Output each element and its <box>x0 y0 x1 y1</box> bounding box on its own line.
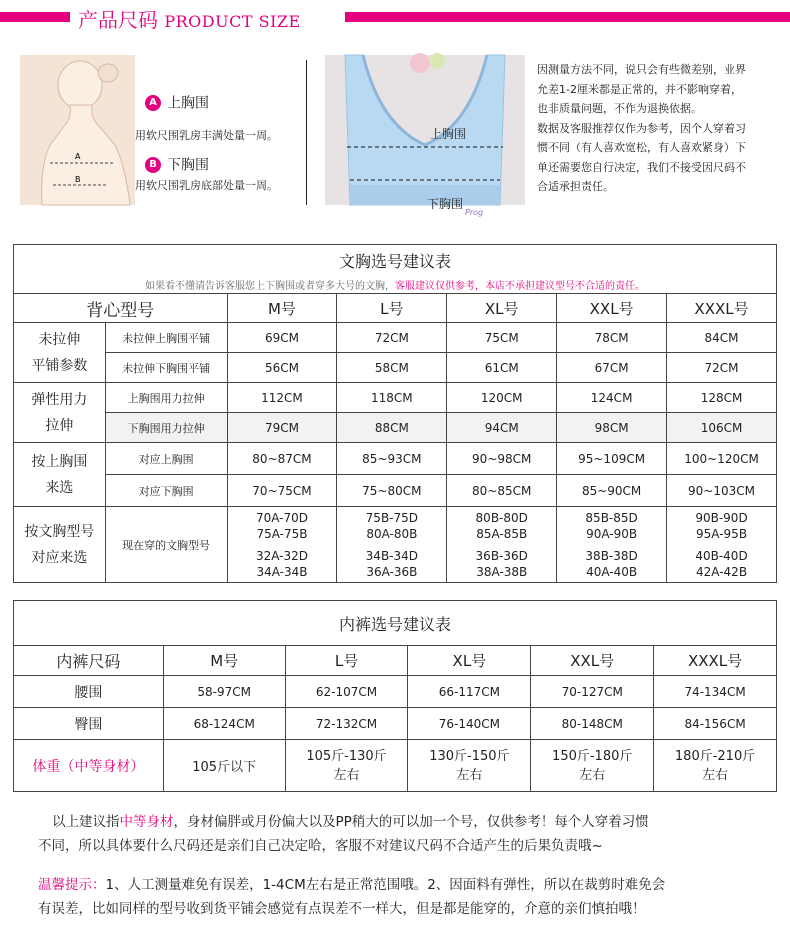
table-cell: 68-124CM <box>163 708 285 740</box>
weight-line: 左右 <box>456 767 483 783</box>
table-cell: 70~75CM <box>227 475 337 507</box>
body-figure-image <box>20 55 135 205</box>
row-label: 对应上胸围 <box>105 443 227 475</box>
weight-line: 左右 <box>333 767 360 783</box>
badge-b: B <box>145 157 161 173</box>
cup-size: 95A-95B <box>696 526 748 541</box>
table-cell: 67CM <box>557 353 667 383</box>
table-cell <box>408 740 531 792</box>
cup-size: 75A-75B <box>256 526 308 541</box>
cup-size: 70A-70D <box>255 510 308 525</box>
note-line: 惯不同（有人喜欢宽松，有人喜欢紧身）下 <box>537 141 746 154</box>
cup-size: 34B-34D <box>365 548 419 563</box>
note-line: 因测量方法不同，说只会有些微差别，业界 <box>537 63 746 76</box>
row-label: 臀围 <box>14 708 164 740</box>
table-cell: 80~87CM <box>227 443 337 475</box>
table-cell <box>447 507 557 583</box>
row-label: 腰围 <box>14 676 164 708</box>
bra-head-label: 背心型号 <box>14 294 228 323</box>
table-cell: 98CM <box>557 413 667 443</box>
group-line: 拉伸 <box>45 417 74 434</box>
group-line: 平铺参数 <box>31 357 88 374</box>
table-cell: 84-156CM <box>654 708 777 740</box>
table-cell: 90~98CM <box>447 443 557 475</box>
table-cell: 58-97CM <box>163 676 285 708</box>
table-cell: 85~90CM <box>557 475 667 507</box>
footer-text: 有误差，比如同样的型号收到货平铺会感觉有点误差不一样大，但是都是能穿的，介意的亲们慎拍哦！ <box>38 901 646 917</box>
note-line: 数据及客服推荐仅作为参考，因个人穿着习 <box>537 121 746 135</box>
group-label <box>14 443 106 507</box>
size-header: M号 <box>163 646 285 676</box>
header-bar-left <box>0 12 70 22</box>
table-cell: 79CM <box>227 413 337 443</box>
size-header: XL号 <box>447 294 557 323</box>
cup-size: 36A-36B <box>366 564 418 579</box>
group-line: 弹性用力 <box>31 391 88 408</box>
table-cell <box>654 740 777 792</box>
bra-photo <box>325 55 525 217</box>
photo-label-upper: 上胸围 <box>430 127 467 141</box>
table-cell: 90~103CM <box>667 475 777 507</box>
cup-size: 40B-40D <box>695 548 748 563</box>
row-label: 体重（中等身材） <box>14 740 164 792</box>
note-line: 单还需要您自行决定，我们不接受因尺码不 <box>537 160 746 174</box>
table-cell: 128CM <box>667 383 777 413</box>
note-line: 合适承担责任。 <box>537 180 614 193</box>
table-cell: 75CM <box>447 323 557 353</box>
group-line: 按文胸型号 <box>24 523 95 540</box>
footer-tips <box>18 873 778 921</box>
svg-text:A: A <box>75 152 81 161</box>
table-cell: 61CM <box>447 353 557 383</box>
group-line: 按上胸围 <box>31 453 88 470</box>
footer-text: 不同，所以具体要什么尺码还是亲们自己决定哈，客服不对建议尺码不合适产生的后果负责哦~ <box>38 838 603 854</box>
size-header: XL号 <box>408 646 531 676</box>
table-cell <box>227 507 337 583</box>
label-b-desc: 用软尺围乳房底部处量一周。 <box>135 179 278 192</box>
note-line: 也非质量问题，不作为退换依据。 <box>537 102 702 115</box>
size-note <box>537 60 772 197</box>
weight-line: 130斤-150斤 <box>429 748 510 764</box>
cup-size: 42A-42B <box>696 564 748 579</box>
table-cell: 72CM <box>337 323 447 353</box>
size-header: XXXL号 <box>654 646 777 676</box>
footer-text: 以上建议指 <box>52 814 120 830</box>
table-cell <box>667 507 777 583</box>
note-line: 允差1-2厘米都是正常的，并不影响穿着， <box>537 82 742 96</box>
cup-size: 36B-36D <box>475 548 528 563</box>
group-label <box>14 507 106 583</box>
group-label <box>14 383 106 443</box>
table-cell: 88CM <box>337 413 447 443</box>
table-cell: 72CM <box>667 353 777 383</box>
cup-size: 75B-75D <box>365 510 419 525</box>
table-cell: 69CM <box>227 323 337 353</box>
label-b-title: 下胸围 <box>167 157 209 174</box>
table-cell: 70-127CM <box>531 676 654 708</box>
size-header: M号 <box>227 294 337 323</box>
row-label: 未拉伸下胸围平铺 <box>105 353 227 383</box>
table-cell: 118CM <box>337 383 447 413</box>
table-cell: 85~93CM <box>337 443 447 475</box>
bra-size-table <box>13 244 777 583</box>
title-cn: 产品尺码 <box>78 8 158 32</box>
header-bar-right <box>345 12 790 22</box>
badge-a: A <box>145 95 161 111</box>
label-a <box>145 92 209 113</box>
cup-size: 34A-34B <box>256 564 308 579</box>
cup-size: 80B-80D <box>475 510 528 525</box>
weight-line: 左右 <box>579 767 606 783</box>
table-cell: 66-117CM <box>408 676 531 708</box>
table-cell: 84CM <box>667 323 777 353</box>
table-cell: 80-148CM <box>531 708 654 740</box>
row-label: 对应下胸围 <box>105 475 227 507</box>
weight-line: 150斤-180斤 <box>552 748 633 764</box>
table-cell: 100~120CM <box>667 443 777 475</box>
table-cell <box>337 507 447 583</box>
brand-mark: Prog <box>465 208 484 217</box>
table-cell: 106CM <box>667 413 777 443</box>
table-cell: 120CM <box>447 383 557 413</box>
cup-size: 85A-85B <box>476 526 528 541</box>
footer-highlight: 中等身材 <box>119 814 174 830</box>
label-a-desc: 用软尺围乳房丰满处量一周。 <box>135 129 278 142</box>
group-line: 对应来选 <box>31 549 88 566</box>
footer-text: 1、人工测量难免有误差，1-4CM左右是正常范围哦。2、因面料有弹性，所以在裁剪时难免会 <box>105 877 666 893</box>
table-cell: 95~109CM <box>557 443 667 475</box>
cup-size: 38B-38D <box>585 548 638 563</box>
footer-text: ，身材偏胖或月份偏大以及PP稍大的可以加一个号，仅供参考！每个人穿着习惯 <box>173 814 649 830</box>
table-cell: 62-107CM <box>285 676 408 708</box>
cup-size: 38A-38B <box>476 564 528 579</box>
cup-size: 85B-85D <box>585 510 638 525</box>
pants-head-label: 内裤尺码 <box>14 646 164 676</box>
group-line: 来选 <box>45 479 74 496</box>
group-line: 未拉伸 <box>38 331 81 348</box>
table-cell <box>557 507 667 583</box>
row-label: 现在穿的文胸型号 <box>105 507 227 583</box>
pants-size-table <box>13 600 777 792</box>
subtitle-pink: 客服建议仅供参考，本店不承担建议型号不合适的责任。 <box>395 280 645 292</box>
page-title <box>78 4 301 33</box>
table-cell <box>163 740 285 792</box>
cup-size: 32A-32D <box>255 548 308 563</box>
table-cell: 72-132CM <box>285 708 408 740</box>
table-cell: 58CM <box>337 353 447 383</box>
label-a-title: 上胸围 <box>167 95 209 112</box>
table-cell: 78CM <box>557 323 667 353</box>
cup-size: 80A-80B <box>366 526 418 541</box>
table-cell: 124CM <box>557 383 667 413</box>
table-cell: 75~80CM <box>337 475 447 507</box>
weight-line: 左右 <box>702 767 729 783</box>
footer-note <box>18 810 778 858</box>
photo-label-lower: 下胸围 <box>427 197 464 211</box>
tips-label: 温馨提示： <box>38 877 106 893</box>
divider <box>306 60 307 205</box>
size-header: XXL号 <box>557 294 667 323</box>
cup-size: 40A-40B <box>586 564 638 579</box>
weight-line: 105斤-130斤 <box>306 748 387 764</box>
svg-text:B: B <box>75 175 81 184</box>
table-cell: 94CM <box>447 413 557 443</box>
row-label: 未拉伸上胸围平铺 <box>105 323 227 353</box>
size-header: L号 <box>285 646 408 676</box>
table-cell: 74-134CM <box>654 676 777 708</box>
group-label <box>14 323 106 383</box>
table-cell: 80~85CM <box>447 475 557 507</box>
cup-size: 90B-90D <box>695 510 748 525</box>
bra-table-subtitle <box>14 275 777 294</box>
size-header: L号 <box>337 294 447 323</box>
table-cell: 56CM <box>227 353 337 383</box>
row-label: 下胸围用力拉伸 <box>105 413 227 443</box>
row-label: 上胸围用力拉伸 <box>105 383 227 413</box>
table-cell: 76-140CM <box>408 708 531 740</box>
weight-line: 105斤以下 <box>192 760 257 775</box>
title-en: PRODUCT SIZE <box>164 12 301 31</box>
cup-size: 90A-90B <box>586 526 638 541</box>
size-header: XXL号 <box>531 646 654 676</box>
table-cell: 112CM <box>227 383 337 413</box>
size-header: XXXL号 <box>667 294 777 323</box>
pants-table-title: 内裤选号建议表 <box>14 601 777 646</box>
table-cell <box>285 740 408 792</box>
table-cell <box>531 740 654 792</box>
label-b <box>145 154 209 175</box>
bra-table-title: 文胸选号建议表 <box>14 245 777 276</box>
weight-line: 180斤-210斤 <box>674 748 756 764</box>
subtitle-normal: 如果看不懂请告诉客服您上下胸围或者穿多大号的文胸， <box>145 280 395 292</box>
